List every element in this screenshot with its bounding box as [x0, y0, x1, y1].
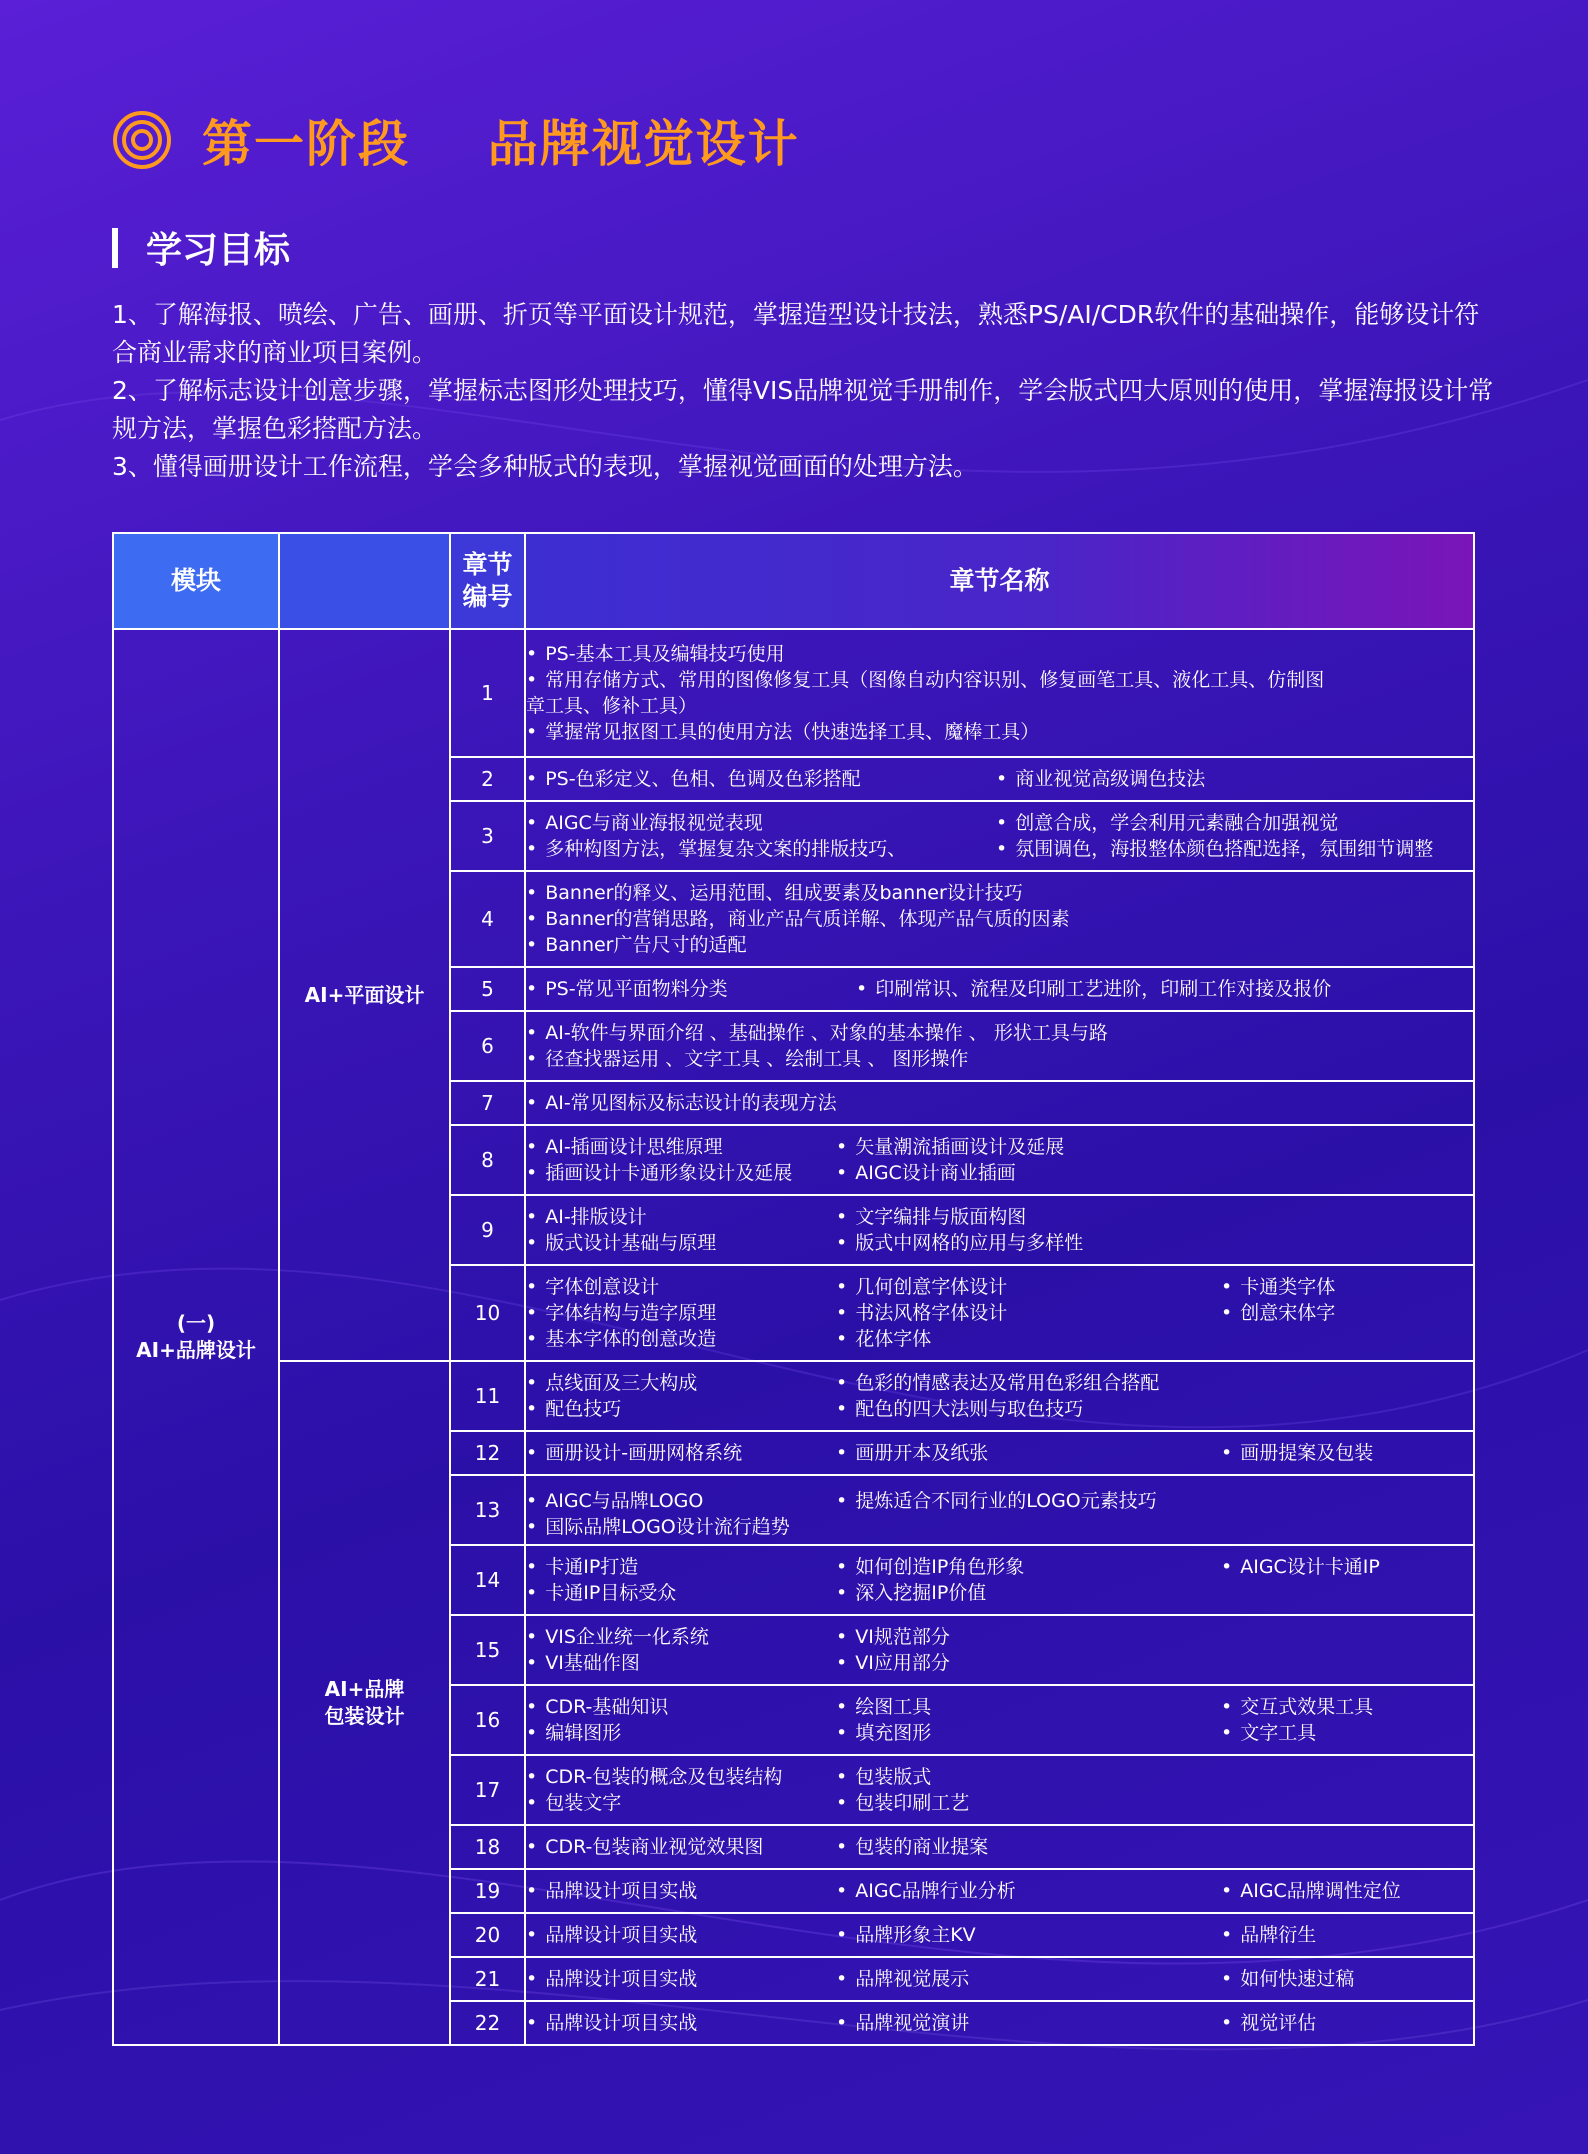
list-item: • 画册开本及纸张	[836, 1440, 1221, 1466]
header-module: 模块	[113, 533, 279, 629]
chapter-number: 18	[450, 1825, 525, 1869]
list-item: • 品牌衍生	[1221, 1922, 1473, 1948]
list-item: • 印刷常识、流程及印刷工艺进阶，印刷工作对接及报价	[856, 976, 1473, 1002]
list-item: • 提炼适合不同行业的LOGO元素技巧	[836, 1488, 1473, 1514]
list-item: • PS-基本工具及编辑技巧使用	[526, 641, 1473, 667]
submodule-graphic-design: AI+平面设计	[279, 629, 450, 1361]
list-item: • 画册设计-画册网格系统	[526, 1440, 836, 1466]
list-item: • AIGC设计卡通IP	[1221, 1554, 1473, 1580]
chapter-number: 22	[450, 2001, 525, 2045]
chapter-content	[525, 1615, 1474, 1685]
list-item: • 填充图形	[836, 1720, 1221, 1746]
section-heading	[112, 222, 290, 273]
list-item: • 径查找器运用 、文字工具 、绘制工具 、 图形操作	[526, 1046, 1473, 1072]
chapter-number: 21	[450, 1957, 525, 2001]
chapter-number: 15	[450, 1615, 525, 1685]
chapter-content	[525, 871, 1474, 967]
goal-item: 3、懂得画册设计工作流程，学会多种版式的表现，掌握视觉画面的处理方法。	[112, 452, 978, 481]
chapter-content	[525, 1913, 1474, 1957]
list-item: • AIGC与品牌LOGO	[526, 1488, 836, 1514]
list-item: • 品牌设计项目实战	[526, 1878, 836, 1904]
chapter-content	[525, 757, 1474, 801]
list-item: • VI应用部分	[836, 1650, 1473, 1676]
chapter-number: 9	[450, 1195, 525, 1265]
list-item-continuation: 章工具、修补工具）	[526, 695, 698, 717]
list-item: • 书法风格字体设计	[836, 1300, 1221, 1326]
list-item: • Banner的营销思路，商业产品气质详解、体现产品气质的因素	[526, 906, 1473, 932]
list-item: • 品牌设计项目实战	[526, 1922, 836, 1948]
chapter-content	[525, 629, 1474, 757]
list-item: • 文字编排与版面构图	[836, 1204, 1473, 1230]
list-item: • VI规范部分	[836, 1624, 1473, 1650]
list-item: • 掌握常见抠图工具的使用方法（快速选择工具、魔棒工具）	[526, 719, 1473, 745]
chapter-content	[525, 1081, 1474, 1125]
list-item: • 深入挖掘IP价值	[836, 1580, 1221, 1606]
list-item: • CDR-基础知识	[526, 1694, 836, 1720]
list-item: • AIGC与商业海报视觉表现	[526, 810, 996, 836]
list-item: • 包装版式	[836, 1764, 1473, 1790]
list-item: • AI-插画设计思维原理	[526, 1134, 836, 1160]
list-item: • 氛围调色，海报整体颜色搭配选择，氛围细节调整	[996, 836, 1473, 862]
chapter-content	[525, 801, 1474, 871]
list-item: • 矢量潮流插画设计及延展	[836, 1134, 1473, 1160]
list-item: • 创意宋体字	[1221, 1300, 1473, 1326]
page-title: 第一阶段 品牌视觉设计	[202, 115, 800, 173]
list-item: • AI-常见图标及标志设计的表现方法	[526, 1090, 1473, 1116]
chapter-content	[525, 1869, 1474, 1913]
list-item: • 色彩的情感表达及常用色彩组合搭配	[836, 1370, 1473, 1396]
chapter-number: 7	[450, 1081, 525, 1125]
list-item: • AI-软件与界面介绍 、基础操作 、对象的基本操作 、 形状工具与路	[526, 1020, 1473, 1046]
chapter-content	[525, 1685, 1474, 1755]
chapter-content	[525, 2001, 1474, 2045]
list-item: • 常用存储方式、常用的图像修复工具（图像自动内容识别、修复画笔工具、液化工具、仿制图	[526, 667, 1473, 693]
module-cell: (一) AI+品牌设计	[113, 629, 279, 2045]
chapter-number: 17	[450, 1755, 525, 1825]
chapter-number: 5	[450, 967, 525, 1011]
learning-goals	[112, 296, 1502, 486]
list-item: • 卡通IP打造	[526, 1554, 836, 1580]
chapter-content	[525, 967, 1474, 1011]
list-item: • PS-常见平面物料分类	[526, 976, 856, 1002]
chapter-number: 4	[450, 871, 525, 967]
list-item: • 几何创意字体设计	[836, 1274, 1221, 1300]
list-item: • VI基础作图	[526, 1650, 836, 1676]
submodule-brand-packaging: AI+品牌 包装设计	[279, 1361, 450, 2045]
chapter-content	[525, 1545, 1474, 1615]
list-item: • 字体创意设计	[526, 1274, 836, 1300]
list-item: • 品牌视觉演讲	[836, 2010, 1221, 2036]
target-icon	[112, 110, 172, 170]
list-item: • 插画设计卡通形象设计及延展	[526, 1160, 836, 1186]
section-title: 学习目标	[146, 230, 291, 271]
list-item: • 编辑图形	[526, 1720, 836, 1746]
chapter-content	[525, 1265, 1474, 1361]
header-chapter-name: 章节名称	[525, 533, 1474, 629]
chapter-content	[525, 1755, 1474, 1825]
table-row	[113, 1361, 1474, 1431]
chapter-number: 10	[450, 1265, 525, 1361]
list-item: • 画册提案及包装	[1221, 1440, 1473, 1466]
chapter-number: 2	[450, 757, 525, 801]
chapter-content	[525, 1195, 1474, 1265]
chapter-content	[525, 1125, 1474, 1195]
list-item: • 文字工具	[1221, 1720, 1473, 1746]
chapter-content	[525, 1957, 1474, 2001]
chapter-number: 20	[450, 1913, 525, 1957]
chapter-content	[525, 1361, 1474, 1431]
list-item: • 配色技巧	[526, 1396, 836, 1422]
chapter-content	[525, 1011, 1474, 1081]
table-header-row	[113, 533, 1474, 629]
list-item: • 包装印刷工艺	[836, 1790, 1473, 1816]
list-item: • 交互式效果工具	[1221, 1694, 1473, 1720]
list-item: • 创意合成，学会利用元素融合加强视觉	[996, 810, 1473, 836]
list-item: • 包装文字	[526, 1790, 836, 1816]
list-item: • 国际品牌LOGO设计流行趋势	[526, 1514, 836, 1540]
chapter-number: 16	[450, 1685, 525, 1755]
chapter-number: 14	[450, 1545, 525, 1615]
list-item: • 如何创造IP角色形象	[836, 1554, 1221, 1580]
list-item: • Banner的释义、运用范围、组成要素及banner设计技巧	[526, 880, 1473, 906]
list-item: • 品牌形象主KV	[836, 1922, 1221, 1948]
list-item: • 配色的四大法则与取色技巧	[836, 1396, 1473, 1422]
chapter-number: 12	[450, 1431, 525, 1475]
list-item: • Banner广告尺寸的适配	[526, 932, 1473, 958]
list-item: • CDR-包装商业视觉效果图	[526, 1834, 836, 1860]
list-item: • 包装的商业提案	[836, 1834, 1473, 1860]
list-item: • 品牌视觉展示	[836, 1966, 1221, 1992]
chapter-number: 19	[450, 1869, 525, 1913]
stage-header	[112, 108, 800, 172]
chapter-number: 1	[450, 629, 525, 757]
list-item: • 多种构图方法，掌握复杂文案的排版技巧、	[526, 836, 996, 862]
list-item: • 绘图工具	[836, 1694, 1221, 1720]
list-item: • 字体结构与造字原理	[526, 1300, 836, 1326]
list-item: • AIGC品牌行业分析	[836, 1878, 1221, 1904]
list-item: • 卡通IP目标受众	[526, 1580, 836, 1606]
list-item: • AIGC设计商业插画	[836, 1160, 1473, 1186]
list-item: • 品牌设计项目实战	[526, 2010, 836, 2036]
chapter-number: 11	[450, 1361, 525, 1431]
header-sub	[279, 533, 450, 629]
goal-item: 2、了解标志设计创意步骤，掌握标志图形处理技巧，懂得VIS品牌视觉手册制作，学会版式四大原则的使用，掌握海报设计常规方法，掌握色彩搭配方法。	[112, 376, 1494, 443]
list-item: • 品牌设计项目实战	[526, 1966, 836, 1992]
goal-item: 1、了解海报、喷绘、广告、画册、折页等平面设计规范，掌握造型设计技法，熟悉PS/AI/CDR软件的基础操作，能够设计符合商业需求的商业项目案例。	[112, 300, 1480, 367]
list-item: • 花体字体	[836, 1326, 1221, 1352]
list-item: • 基本字体的创意改造	[526, 1326, 836, 1352]
chapter-number: 8	[450, 1125, 525, 1195]
header-chapter-number: 章节 编号	[450, 533, 525, 629]
list-item: • AI-排版设计	[526, 1204, 836, 1230]
chapter-number: 13	[450, 1475, 525, 1545]
list-item: • 点线面及三大构成	[526, 1370, 836, 1396]
list-item: • 版式中网格的应用与多样性	[836, 1230, 1473, 1256]
chapter-content	[525, 1475, 1474, 1545]
table-row	[113, 629, 1474, 757]
list-item: • PS-色彩定义、色相、色调及色彩搭配	[526, 766, 996, 792]
list-item: • 商业视觉高级调色技法	[996, 766, 1473, 792]
curriculum-table	[112, 532, 1475, 2046]
chapter-number: 6	[450, 1011, 525, 1081]
list-item: • VIS企业统一化系统	[526, 1624, 836, 1650]
list-item: • AIGC品牌调性定位	[1221, 1878, 1473, 1904]
list-item: • 卡通类字体	[1221, 1274, 1473, 1300]
list-item: • 如何快速过稿	[1221, 1966, 1473, 1992]
list-item: • CDR-包装的概念及包装结构	[526, 1764, 836, 1790]
list-item: • 视觉评估	[1221, 2010, 1473, 2036]
chapter-number: 3	[450, 801, 525, 871]
chapter-content	[525, 1431, 1474, 1475]
list-item: • 版式设计基础与原理	[526, 1230, 836, 1256]
section-bar	[112, 228, 118, 268]
chapter-content	[525, 1825, 1474, 1869]
